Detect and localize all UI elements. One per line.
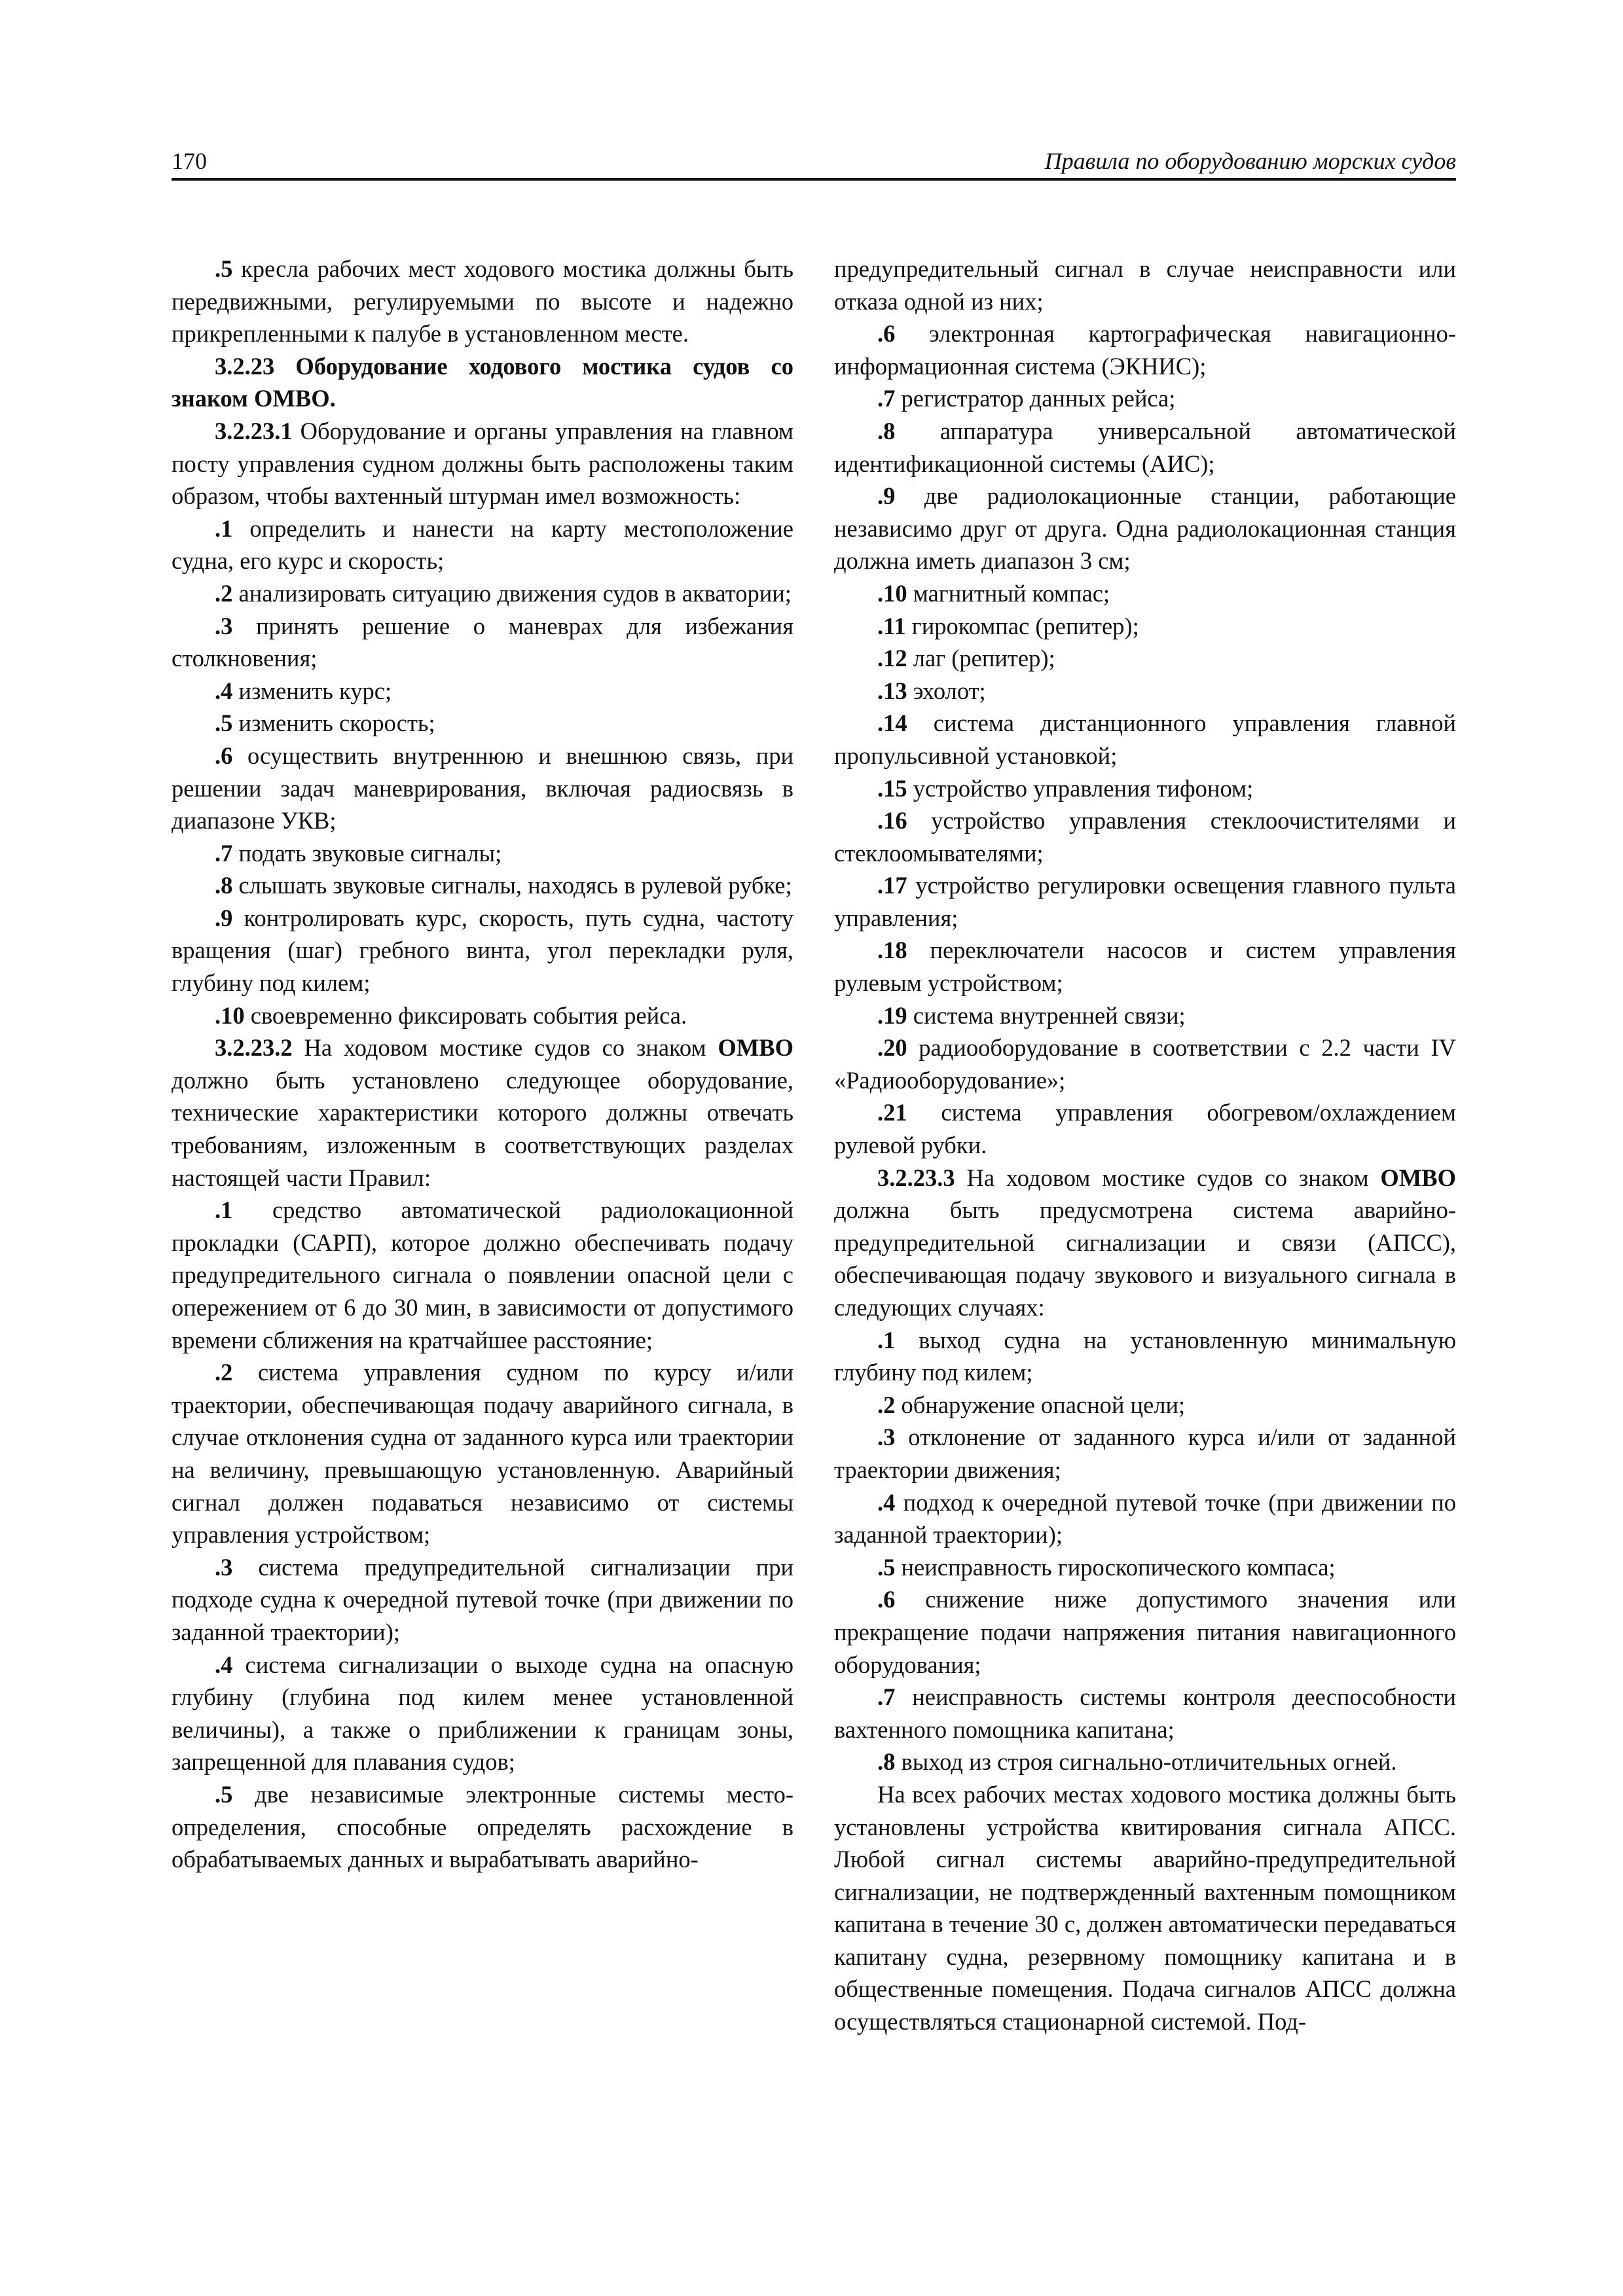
paragraph-text: радиооборудование в соответствии с 2.2 части IV «Радиооборудование»; bbox=[834, 1034, 1456, 1094]
paragraph bbox=[172, 1356, 793, 1551]
paragraph-text: устройство управления стеклоочистителями и стеклоомывателями; bbox=[834, 807, 1456, 867]
item-number: .2 bbox=[215, 1359, 233, 1386]
paragraph bbox=[834, 1681, 1456, 1746]
paragraph-text: кресла рабочих мест ходового мостика должны быть передвижными, регулируемыми по высоте и надежно прикрепленными к палубе в установленном месте. bbox=[172, 255, 793, 348]
paragraph bbox=[834, 1324, 1456, 1389]
item-number: .5 bbox=[877, 1553, 896, 1581]
item-number: .5 bbox=[215, 709, 233, 737]
paragraph-text: подать звуковые сигналы; bbox=[232, 839, 502, 867]
item-number: .7 bbox=[877, 1683, 896, 1711]
paragraph bbox=[172, 707, 793, 740]
paragraph bbox=[834, 1096, 1456, 1161]
paragraph-text: выход из строя сигнально-отличительных огней. bbox=[895, 1748, 1397, 1776]
paragraph-text: переключатели насосов и систем управления рулевым устройством; bbox=[834, 937, 1456, 997]
item-number: .3 bbox=[877, 1424, 896, 1451]
item-number: .3 bbox=[215, 1553, 233, 1581]
paragraph bbox=[834, 804, 1456, 869]
paragraph bbox=[834, 999, 1456, 1032]
page-number: 170 bbox=[172, 148, 207, 174]
paragraph bbox=[834, 1746, 1456, 1778]
paragraph-text: подход к очередной путевой точке (при движении по заданной траектории); bbox=[834, 1488, 1456, 1549]
paragraph bbox=[834, 934, 1456, 999]
paragraph-text: система предупредительной сигнализации при подходе судна к очередной путевой точке (при движении по заданной траектории); bbox=[172, 1553, 793, 1645]
item-number: 3.2.23.1 bbox=[215, 417, 293, 444]
item-number: .8 bbox=[877, 1748, 896, 1776]
paragraph bbox=[172, 675, 793, 708]
paragraph bbox=[834, 317, 1456, 382]
item-number: .16 bbox=[877, 807, 907, 834]
paragraph-text: магнитный компас; bbox=[907, 579, 1110, 607]
item-number: 3.2.23.2 bbox=[215, 1034, 293, 1062]
item-number: .1 bbox=[877, 1326, 896, 1354]
item-number: .9 bbox=[215, 904, 233, 931]
item-number: .1 bbox=[215, 514, 233, 542]
item-number: .7 bbox=[877, 385, 896, 412]
paragraph-text: гирокомпас (репитер); bbox=[905, 612, 1139, 639]
paragraph-text: эхолот; bbox=[907, 677, 986, 704]
paragraph-text: обнаружение опасной цели; bbox=[895, 1391, 1186, 1418]
paragraph-text: устройство регулировки освещения главного пульта управления; bbox=[834, 872, 1456, 931]
paragraph bbox=[834, 869, 1456, 934]
paragraph-text: аппаратура универсальной автоматической идентификационной системы (АИС); bbox=[834, 417, 1456, 477]
item-number: 3.2.23 Оборудование ходового мостика судов со знаком ОМВО. bbox=[172, 352, 793, 412]
paragraph bbox=[834, 253, 1456, 317]
item-number: .4 bbox=[215, 677, 233, 704]
paragraph bbox=[172, 740, 793, 837]
paragraph bbox=[172, 1551, 793, 1649]
left-column bbox=[172, 253, 793, 1876]
paragraph-text: средство автоматической радиолокационной прокладки (САРП), которое должно обеспечивать подачу предупредительного сигнала о появлении опасной цели с опережением от 6 до 30 мин, в зависимости от допустимого времени сближения на кратчайшее расстояние; bbox=[172, 1196, 793, 1354]
paragraph bbox=[834, 1389, 1456, 1422]
paragraph-text: устройство управления тифоном; bbox=[907, 774, 1254, 802]
paragraph-text: электронная картографическая навигационно-информационная система (ЭКНИС); bbox=[834, 320, 1456, 380]
item-number: .19 bbox=[877, 1001, 907, 1029]
item-number: .4 bbox=[877, 1488, 896, 1516]
paragraph bbox=[172, 1194, 793, 1356]
paragraph bbox=[834, 1486, 1456, 1551]
paragraph bbox=[172, 1031, 793, 1194]
item-number: .1 bbox=[215, 1196, 233, 1224]
item-number: .10 bbox=[877, 579, 907, 607]
paragraph bbox=[834, 642, 1456, 675]
paragraph bbox=[172, 415, 793, 512]
item-number: .6 bbox=[877, 1586, 896, 1613]
paragraph bbox=[834, 772, 1456, 805]
paragraph-text: снижение ниже допустимого значения или прекращение подачи напряжения питания навигационного оборудования; bbox=[834, 1586, 1456, 1678]
item-number: .3 bbox=[215, 612, 233, 639]
item-number: 3.2.23.3 bbox=[877, 1164, 955, 1191]
item-number: .7 bbox=[215, 839, 233, 867]
paragraph bbox=[172, 999, 793, 1032]
item-number: .20 bbox=[877, 1034, 907, 1062]
item-number: .8 bbox=[215, 872, 233, 899]
header-rule bbox=[172, 178, 1456, 181]
paragraph bbox=[834, 382, 1456, 415]
paragraph-text: слышать звуковые сигналы, находясь в рулевой рубке; bbox=[232, 872, 792, 899]
paragraph bbox=[834, 415, 1456, 480]
paragraph-text: изменить курс; bbox=[232, 677, 392, 704]
paragraph bbox=[834, 480, 1456, 577]
item-number: .6 bbox=[215, 742, 233, 769]
paragraph-text: контролировать курс, скорость, путь судна, частоту вращения (шаг) гребного винта, угол перекладки руля, глубину под килем; bbox=[172, 904, 793, 997]
paragraph bbox=[834, 1551, 1456, 1584]
item-number: .2 bbox=[877, 1391, 896, 1418]
item-number: .12 bbox=[877, 645, 907, 672]
paragraph-text: неисправность системы контроля дееспособности вахтенного помощника капитана; bbox=[834, 1683, 1456, 1743]
paragraph-text: своевременно фиксировать события рейса. bbox=[244, 1001, 687, 1029]
paragraph-text: две независимые электронные системы местоопределения, способные определять расхождение в обрабатываемых данных и вырабатывать аварийно- bbox=[172, 1780, 793, 1873]
paragraph bbox=[172, 837, 793, 870]
paragraph bbox=[834, 1778, 1456, 2038]
ship-mark: ОМВО bbox=[1380, 1164, 1456, 1191]
paragraph-text: лаг (репитер); bbox=[907, 645, 1055, 672]
item-number: .10 bbox=[215, 1001, 245, 1029]
paragraph bbox=[834, 1583, 1456, 1681]
item-number: .21 bbox=[877, 1099, 907, 1126]
paragraph bbox=[172, 350, 793, 415]
paragraph bbox=[834, 577, 1456, 610]
paragraph-text: осуществить внутреннюю и внешнюю связь, при решении задач маневрирования, включая радиосвязь в диапазоне УКВ; bbox=[172, 742, 793, 834]
item-number: .14 bbox=[877, 709, 907, 737]
item-number: .8 bbox=[877, 417, 896, 444]
paragraph-text: регистратор данных рейса; bbox=[895, 385, 1176, 412]
paragraph bbox=[834, 1162, 1456, 1324]
item-number: .2 bbox=[215, 579, 233, 607]
paragraph-text: предупредительный сигнал в случае неисправности или отказа одной из них; bbox=[834, 255, 1456, 315]
paragraph-text: две радиолокационные станции, работающие независимо друг от друга. Одна радиолокационная станция должна иметь диапазон 3 см; bbox=[834, 482, 1456, 575]
paragraph-text: система дистанционного управления главной пропульсивной установкой; bbox=[834, 709, 1456, 769]
paragraph bbox=[172, 512, 793, 577]
paragraph-text: система управления судном по курсу и/или траектории, обеспечивающая подачу аварийного сигнала, в случае отклонения судна от заданного курса или траектории на величину, превышающую установленную. Аварийный сигнал должен подаваться независимо от системы управления устройством; bbox=[172, 1359, 793, 1549]
paragraph-text: На ходовом мостике судов со знаком bbox=[292, 1034, 718, 1062]
item-number: .17 bbox=[877, 872, 907, 899]
paragraph-text: отклонение от заданного курса и/или от заданной траектории движения; bbox=[834, 1424, 1456, 1483]
item-number: .18 bbox=[877, 937, 907, 964]
paragraph-text: система внутренней связи; bbox=[907, 1001, 1186, 1029]
paragraph-text: определить и нанести на карту местоположение судна, его курс и скорость; bbox=[172, 514, 793, 575]
ship-mark: ОМВО bbox=[718, 1034, 793, 1062]
paragraph-text: На ходовом мостике судов со знаком bbox=[955, 1164, 1381, 1191]
item-number: .9 bbox=[877, 482, 896, 510]
paragraph bbox=[172, 1778, 793, 1876]
paragraph-text: анализировать ситуацию движения судов в акватории; bbox=[232, 579, 792, 607]
paragraph bbox=[834, 707, 1456, 772]
paragraph bbox=[172, 610, 793, 675]
item-number: .5 bbox=[215, 255, 233, 282]
item-number: .5 bbox=[215, 1780, 233, 1808]
paragraph-text: система управления обогревом/охлаждением рулевой рубки. bbox=[834, 1099, 1456, 1159]
paragraph-text: На всех рабочих местах ходового мостика должны быть установлены устройства квитирования сигнала АПСС. Любой сигнал системы аварийно-предупредительной сигнализации, не подтвержденный вахтенным помощником капитана в течение 30 с, должен автоматически передаваться капитану судна, резервному помощнику капитана и в общественные помещения. Подача сигналов АПСС должна осуществляться стационарной системой. Под- bbox=[834, 1780, 1456, 2036]
item-number: .15 bbox=[877, 774, 907, 802]
paragraph bbox=[172, 253, 793, 350]
paragraph bbox=[834, 610, 1456, 643]
paragraph-text: принять решение о маневрах для избежания столкновения; bbox=[172, 612, 793, 672]
paragraph-text: выход судна на установленную минимальную глубину под килем; bbox=[834, 1326, 1456, 1386]
page-header bbox=[172, 145, 1456, 179]
paragraph bbox=[172, 1649, 793, 1778]
paragraph-text: неисправность гироскопического компаса; bbox=[895, 1553, 1336, 1581]
item-number: .6 bbox=[877, 320, 896, 348]
paragraph bbox=[834, 1421, 1456, 1486]
paragraph-text: должно быть установлено следующее оборудование, технические характеристики которого должны отвечать требованиям, изложенным в соответствующих разделах настоящей части Правил: bbox=[172, 1066, 793, 1191]
paragraph bbox=[834, 1031, 1456, 1096]
paragraph-text: изменить скорость; bbox=[232, 709, 435, 737]
item-number: .11 bbox=[877, 612, 906, 639]
paragraph bbox=[834, 675, 1456, 708]
paragraph-text: должна быть предусмотрена система аварийно-предупредительной сигнализации и связи (АПСС), обеспечивающая подачу звукового и визуального сигнала в следующих случаях: bbox=[834, 1196, 1456, 1321]
item-number: .4 bbox=[215, 1651, 233, 1678]
item-number: .13 bbox=[877, 677, 907, 704]
paragraph bbox=[172, 902, 793, 999]
running-title: Правила по оборудованию морских судов bbox=[1044, 148, 1456, 174]
paragraph-text: система сигнализации о выходе судна на опасную глубину (глубина под килем менее установленной величины), а также о приближении к границам зоны, запрещенной для плавания судов; bbox=[172, 1651, 793, 1776]
paragraph-text: Оборудование и органы управления на главном посту управления судном должны быть расположены таким образом, чтобы вахтенный штурман имел возможность: bbox=[172, 417, 793, 510]
paragraph bbox=[172, 869, 793, 902]
right-column bbox=[834, 253, 1456, 2038]
paragraph bbox=[172, 577, 793, 610]
